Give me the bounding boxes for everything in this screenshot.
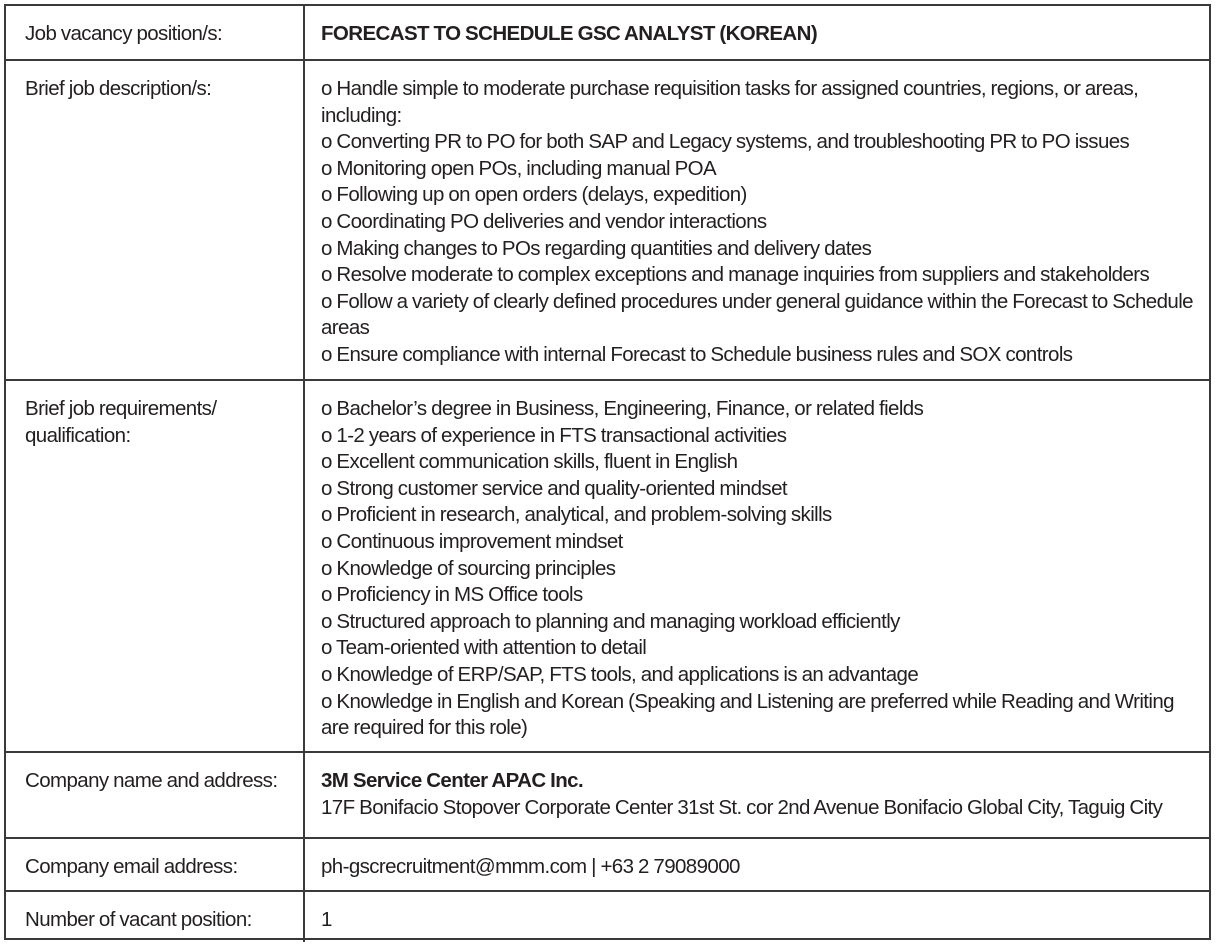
vacancies-value: 1 [304,891,1209,942]
requirement-item: o Team-oriented with attention to detail [321,636,647,660]
description-item: o Resolve moderate to complex exceptions and manage inquiries from suppliers and stakeholders [321,263,1150,287]
company-value-cell [304,752,1209,838]
description-item: o Follow a variety of clearly defined procedures under general guidance within the Forecast to Schedule areas [321,289,1193,340]
requirements-label: Brief job requirements/ qualification: [6,380,304,752]
requirement-item: o Strong customer service and quality-oriented mindset [321,476,787,500]
requirement-item: o Knowledge in English and Korean (Speaking and Listening are preferred while Reading and Writing are required for this role) [321,689,1174,740]
position-title: FORECAST TO SCHEDULE GSC ANALYST (KOREAN) [321,22,818,45]
row-requirements [6,380,1209,752]
requirements-list [321,396,1197,742]
company-name: 3M Service Center APAC Inc. [321,769,584,792]
row-company [6,752,1209,838]
row-vacancies [6,891,1209,942]
requirement-item: o Knowledge of ERP/SAP, FTS tools, and applications is an advantage [321,662,919,686]
vacancies-label: Number of vacant position: [6,891,304,942]
position-value-cell [304,6,1209,60]
requirement-item: o Structured approach to planning and managing workload efficiently [321,609,900,633]
description-list [321,76,1197,369]
description-item: o Ensure compliance with internal Forecast to Schedule business rules and SOX controls [321,342,1073,366]
description-item: o Following up on open orders (delays, expedition) [321,183,747,207]
requirement-item: o 1-2 years of experience in FTS transactional activities [321,423,787,447]
requirement-item: o Proficiency in MS Office tools [321,583,583,607]
description-value-cell [304,60,1209,380]
requirement-item: o Excellent communication skills, fluent in English [321,450,738,474]
email-value: ph-gscrecruitment@mmm.com | +63 2 79089000 [304,838,1209,891]
description-label: Brief job description/s: [6,60,304,380]
requirement-item: o Bachelor’s degree in Business, Engineering, Finance, or related fields [321,397,924,420]
requirements-value-cell [304,380,1209,752]
email-label: Company email address: [6,838,304,891]
job-vacancy-sheet [4,4,1211,940]
requirement-item: o Continuous improvement mindset [321,529,623,553]
description-item: o Handle simple to moderate purchase requisition tasks for assigned countries, regions, or areas, including: [321,77,1139,127]
description-item: o Coordinating PO deliveries and vendor interactions [321,209,767,233]
company-label: Company name and address: [6,752,304,838]
description-item: o Monitoring open POs, including manual POA [321,156,717,180]
row-position [6,6,1209,60]
position-label: Job vacancy position/s: [6,6,304,60]
requirement-item: o Proficient in research, analytical, and problem-solving skills [321,503,832,527]
description-item: o Converting PR to PO for both SAP and Legacy systems, and troubleshooting PR to PO issues [321,130,1130,154]
job-vacancy-table [6,6,1209,942]
description-item: o Making changes to POs regarding quantities and delivery dates [321,236,872,260]
requirement-item: o Knowledge of sourcing principles [321,556,616,580]
company-address: 17F Bonifacio Stopover Corporate Center 31st St. cor 2nd Avenue Bonifacio Global City, Taguig City [321,795,1163,819]
row-description [6,60,1209,380]
row-email [6,838,1209,891]
